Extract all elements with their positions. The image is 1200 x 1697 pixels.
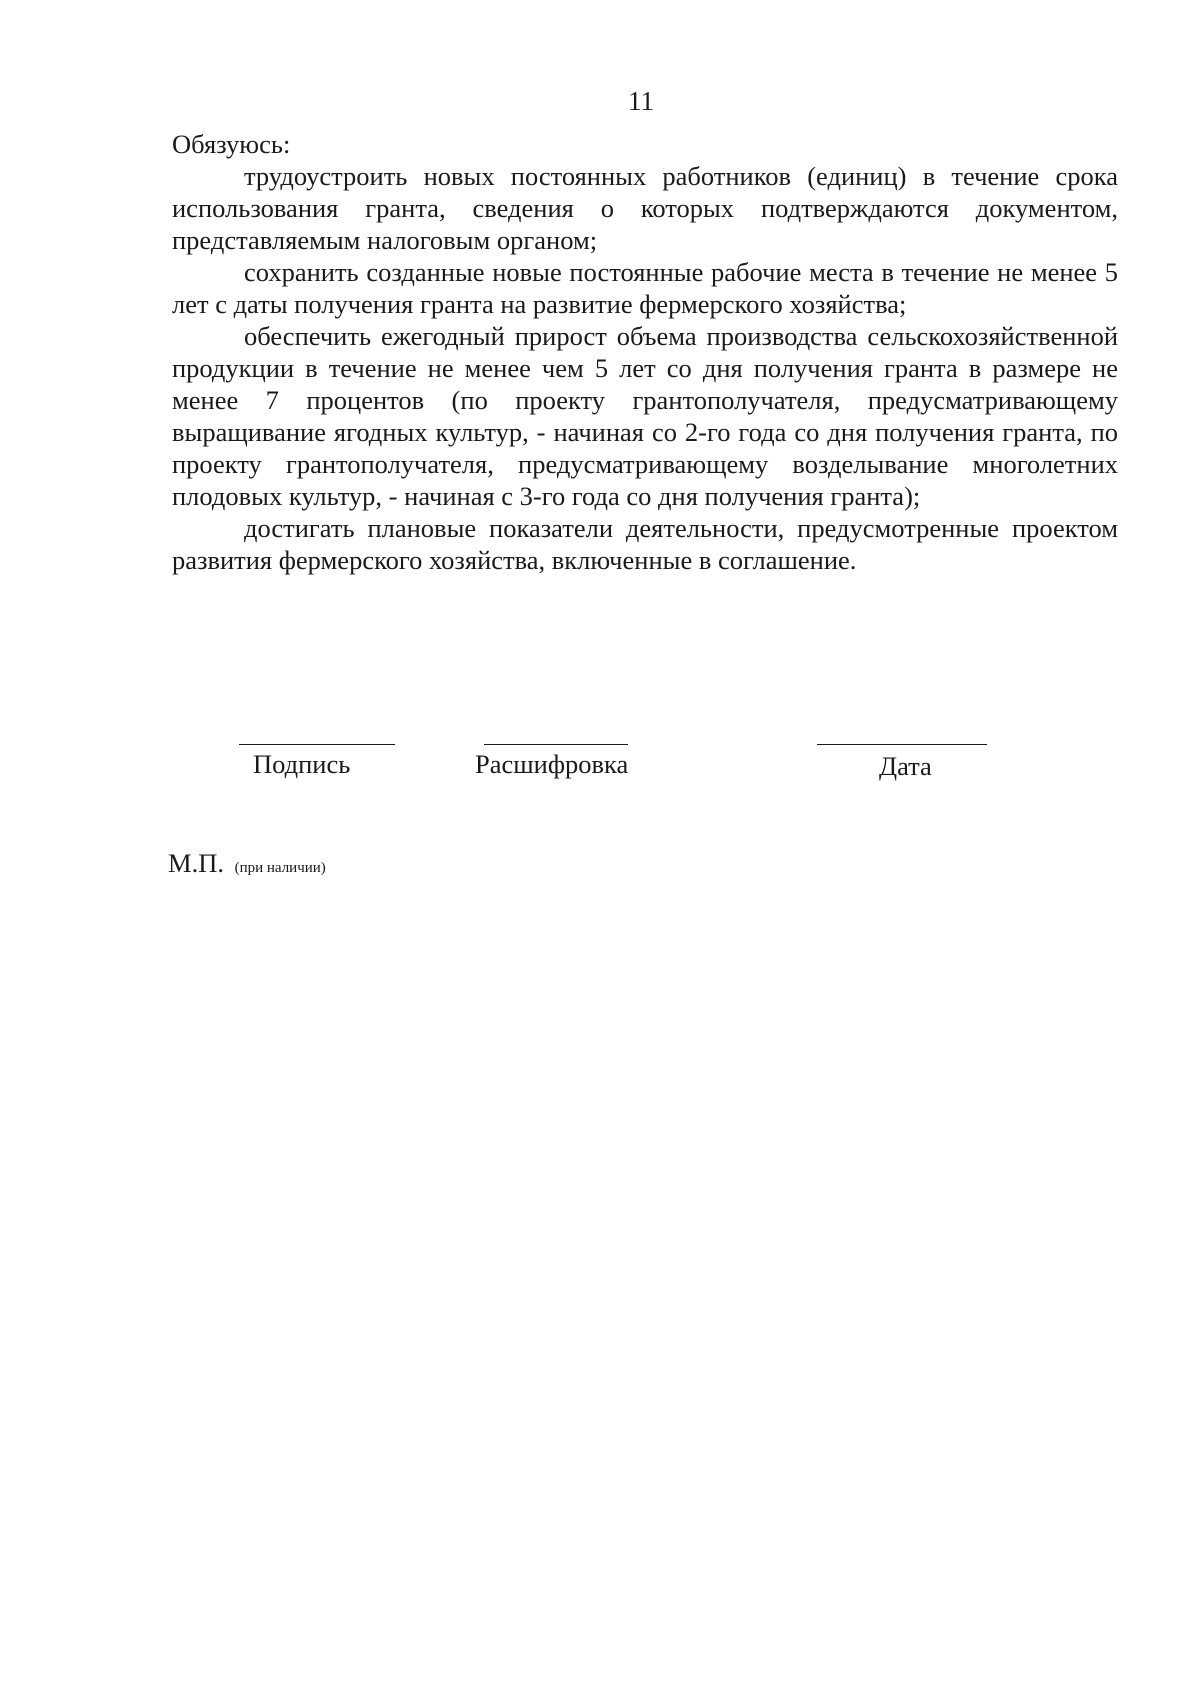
commitment-item-4: достигать плановые показатели деятельности, предусмотренные проектом развития фермерского хозяйства, включенные в соглашение.: [172, 513, 1118, 575]
commitment-item-2: сохранить созданные новые постоянные рабочие места в течение не менее 5 лет с даты получения гранта на развитие фермерского хозяйства;: [172, 257, 1118, 319]
date-field: [817, 744, 987, 781]
transcript-field: [475, 744, 629, 779]
date-line: [817, 744, 987, 745]
transcript-line: [484, 744, 628, 745]
commitment-item-1: трудоустроить новых постоянных работников (единиц) в течение срока использования гранта, сведения о которых подтверждаются документом, представляемым налоговым органом;: [172, 161, 1118, 255]
date-label: Дата: [879, 751, 932, 781]
page-number: 11: [628, 86, 654, 116]
signature-label: Подпись: [253, 749, 351, 779]
signature-line: [239, 744, 395, 745]
commitments-text: [172, 128, 1118, 576]
stamp-placeholder: [168, 848, 326, 883]
commitment-item-3: обеспечить ежегодный прирост объема производства сельскохозяйственной продукции в течение не менее чем 5 лет со дня получения гранта в размере не менее 7 процентов (по проекту грантополучателя, предусматривающему выращивание ягодных культур, - начиная со 2-го года со дня получения гранта, по проекту грантополучателя, предусматривающему возделывание многолетних плодовых культур, - начиная с 3-го года со дня получения гранта);: [172, 321, 1118, 511]
stamp-note: (при наличии): [234, 860, 326, 876]
stamp-label: М.П.: [168, 848, 224, 878]
commitments-heading: Обязуюсь:: [172, 129, 291, 159]
signature-field: [239, 744, 395, 779]
transcript-label: Расшифровка: [475, 749, 629, 779]
